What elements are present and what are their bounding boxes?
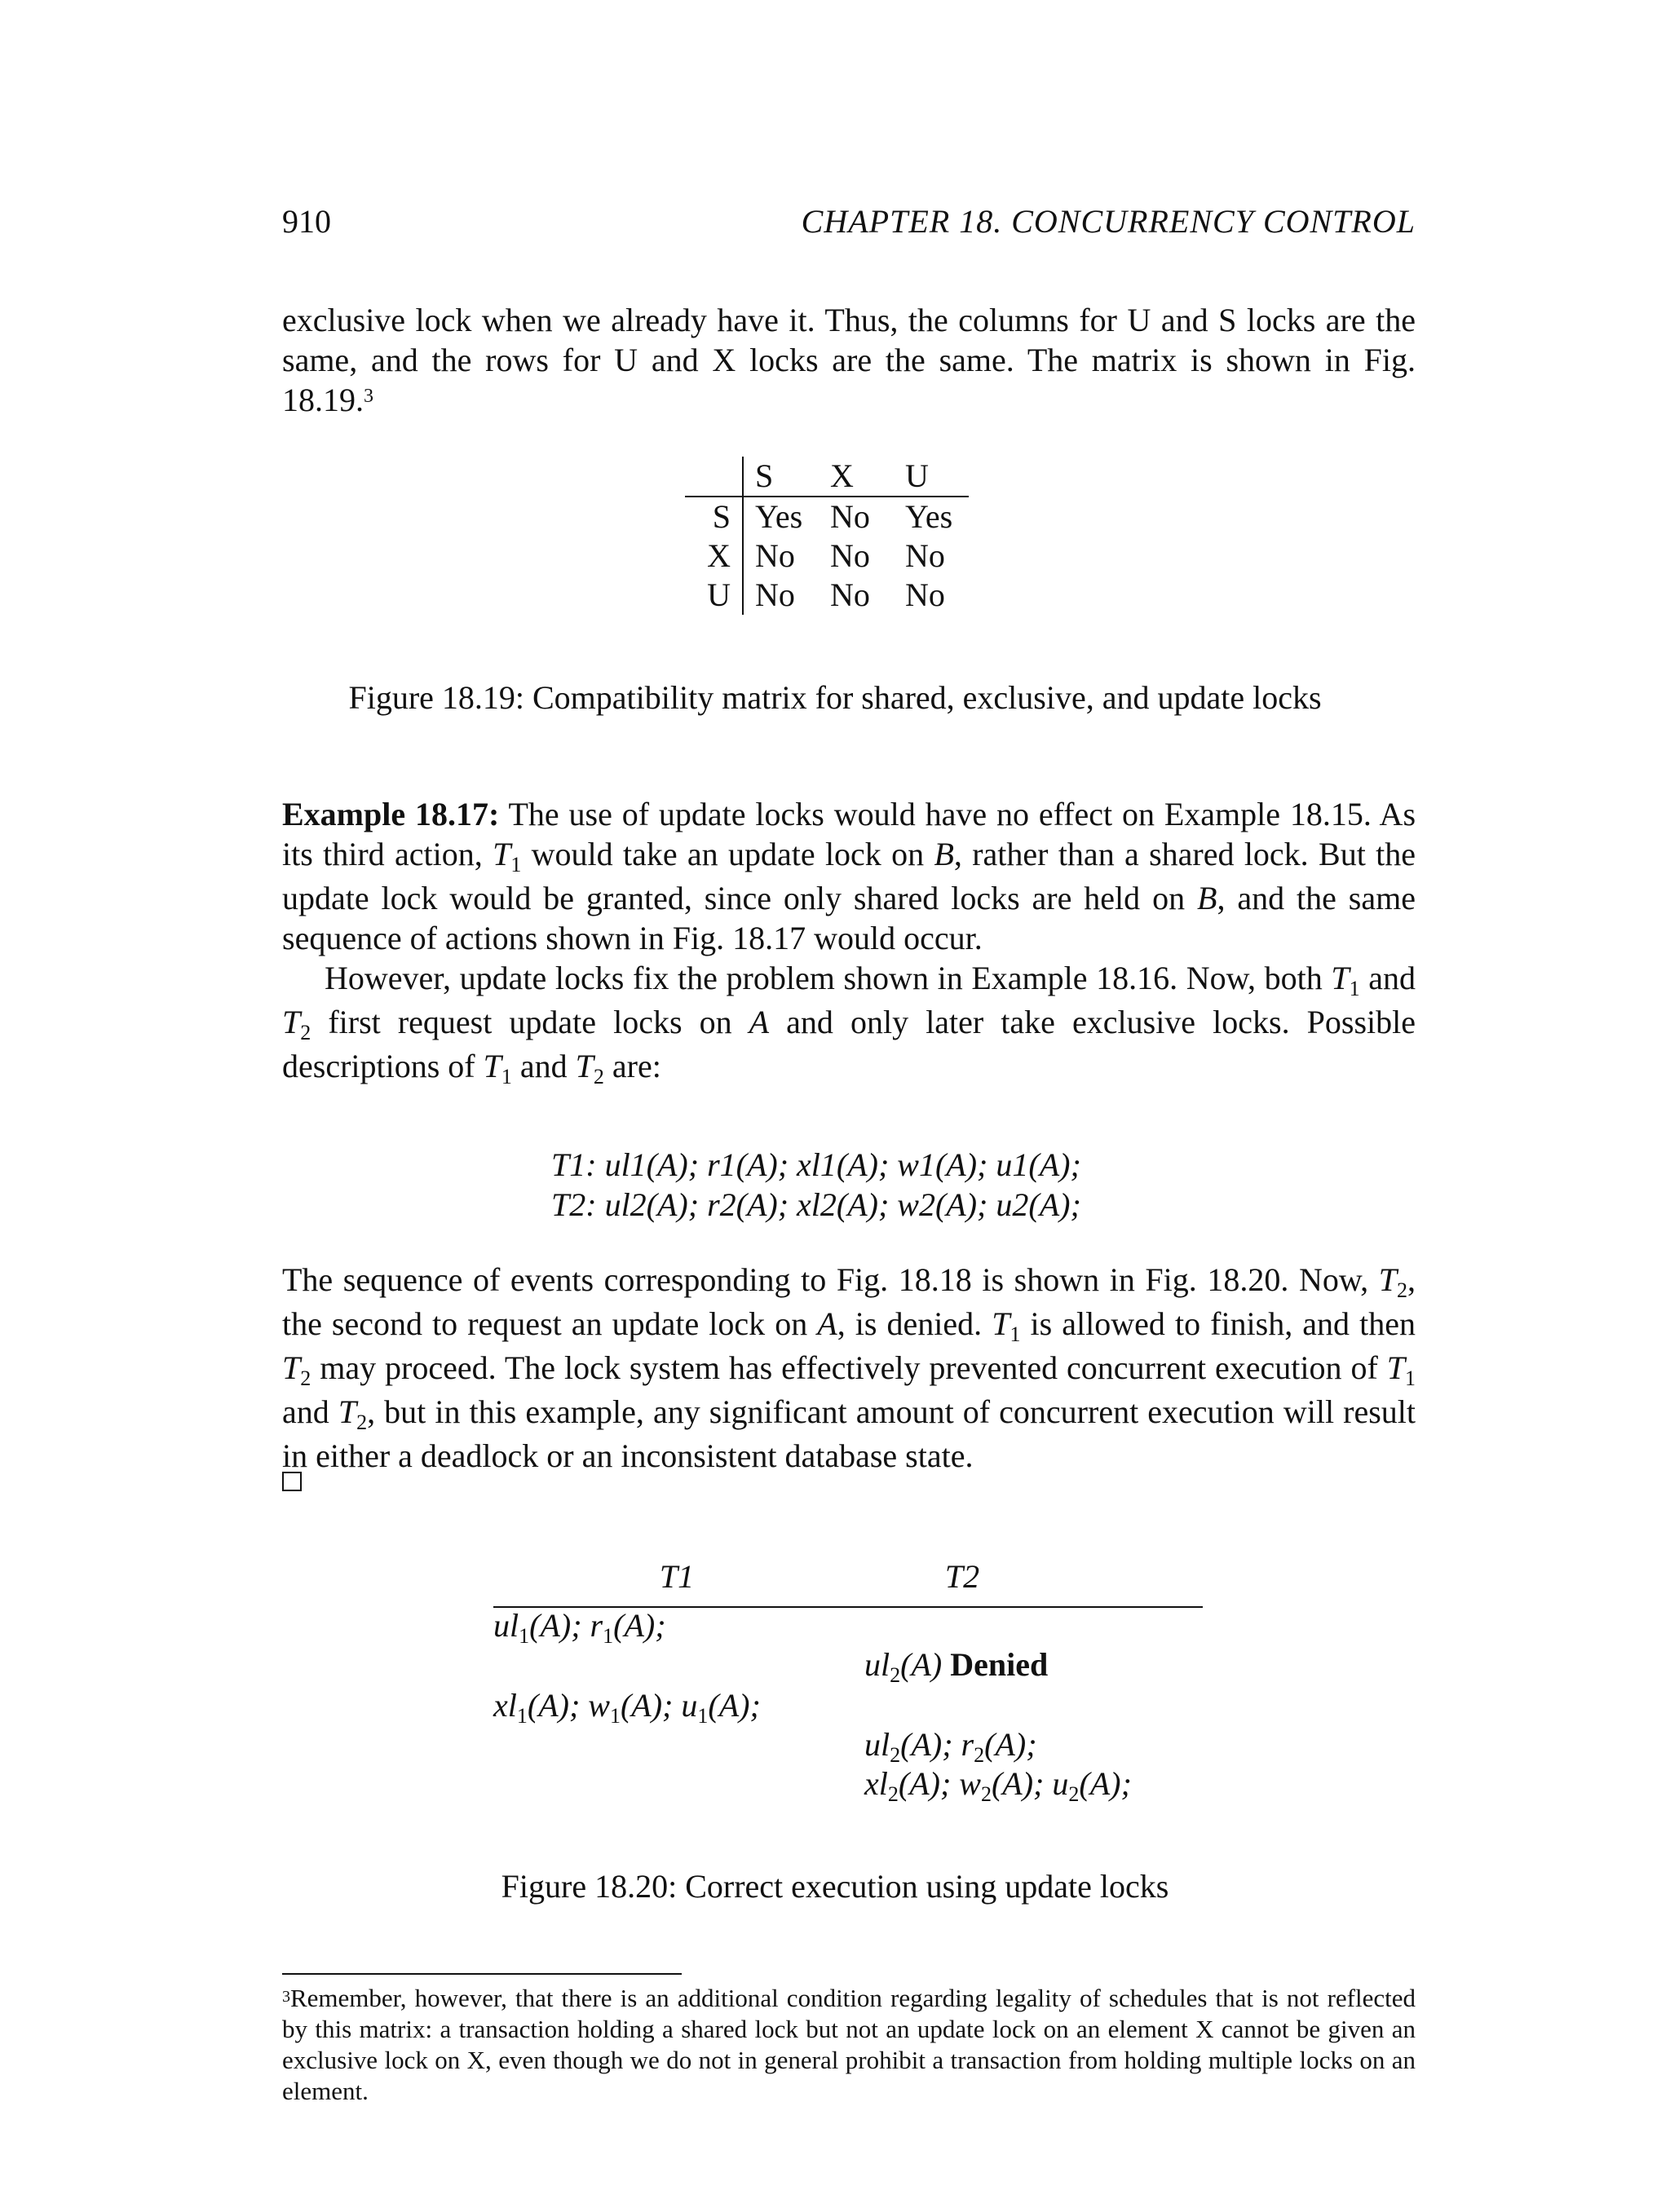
qed-icon xyxy=(282,1472,302,1491)
footnote-number: 3 xyxy=(282,1988,290,2006)
matrix-cell: No xyxy=(755,537,795,574)
schedule-header-t2: T2 xyxy=(944,1558,980,1595)
footnote xyxy=(282,1983,1416,2107)
sequence-paragraph: The sequence of events corresponding to Fig. 18.18 is shown in Fig. 18.20. Now, $T_2$, the second to request an update lock on A, is denied. $T_1$ is allowed to finish, and then $T_2$ may proceed. The lock system has effectively prevented concurrent execution of $T_1$ and $T_2$, but in this example, any significant amount of concurrent execution will result in either a deadlock or an inconsistent database state. xyxy=(282,1261,1416,1474)
matrix-corner xyxy=(685,457,743,497)
matrix-cell: No xyxy=(755,576,795,613)
figure-caption-18-20: Figure 18.20: Correct execution using update locks xyxy=(501,1868,1169,1905)
matrix-col-header: S xyxy=(743,457,819,497)
matrix-col-header: U xyxy=(894,457,969,497)
transaction-descriptions xyxy=(282,1145,1416,1234)
running-head: CHAPTER 18. CONCURRENCY CONTROL xyxy=(801,203,1416,240)
paragraph-text: is allowed to finish, and then xyxy=(1020,1305,1416,1342)
example-text: and only later take exclusive locks. Possible descriptions of xyxy=(282,1004,1416,1084)
intro-paragraph xyxy=(282,300,1416,420)
matrix-cell: Yes xyxy=(905,498,953,535)
paragraph-text: may proceed. The lock system has effectively prevented concurrent execution of xyxy=(311,1349,1387,1386)
paragraph-text: and xyxy=(282,1393,338,1430)
var-a: A xyxy=(749,1004,770,1040)
example-text: first request update locks on xyxy=(311,1004,749,1040)
page-number: 910 xyxy=(282,203,331,240)
var-a: A xyxy=(817,1305,837,1342)
matrix-cell: No xyxy=(830,537,870,574)
schedule-step-t1: $ul_1(A)$; $r_1(A)$; xyxy=(493,1607,666,1648)
footnote-rule xyxy=(282,1973,682,1975)
compatibility-matrix xyxy=(685,457,969,615)
example-text: , rather than a shared lock. But the update lock would be granted, since only shared locks are held on xyxy=(282,836,1416,916)
paragraph-text: , but in this example, any significant amount of concurrent execution will result in either a deadlock or an inconsistent database state. xyxy=(282,1393,1416,1474)
schedule-step-t2: $ul_2(A)$ Denied xyxy=(864,1646,1049,1687)
paragraph-text: , is denied. xyxy=(837,1305,992,1342)
matrix-row xyxy=(685,497,969,536)
matrix-cell: No xyxy=(905,537,945,574)
matrix-header-row xyxy=(685,457,969,497)
paragraph-text: The sequence of events corresponding to Fig. 18.18 is shown in Fig. 18.20. Now, xyxy=(282,1261,1379,1298)
footnote-text: Remember, however, that there is an additional condition regarding legality of schedules that is not reflected by this matrix: a transaction holding a shared lock but not an update lock on an element X cannot be given an exclusive lock on X, even though we do not in general prohibit a transaction from holding multiple locks on an element. xyxy=(282,1984,1416,2105)
matrix-row-header: S xyxy=(685,497,743,536)
matrix-cell: No xyxy=(830,498,870,535)
example-text: and xyxy=(511,1048,576,1084)
example-18-17: Example 18.17: The use of update locks would have no effect on Example 18.15. As its third action, $T_1$ would take an update lock on B, rather than a shared lock. But the update lock would be granted, since only shared locks are held on B, and the same sequence of actions shown in Fig. 18.17 would occur. However, update locks fix the problem shown in Example 18.16. Now, both $T_1$ and $T_2$ first request update locks on A and only later take exclusive locks. Possible descriptions of $T_1$ and $T_2$ are: xyxy=(282,796,1416,1088)
matrix-row-header: U xyxy=(685,576,743,615)
var-b: B xyxy=(934,836,954,872)
paragraph-text: , the second to request an update lock on xyxy=(282,1261,1416,1342)
matrix-cell: No xyxy=(905,576,945,613)
matrix-row xyxy=(685,576,969,615)
schedule-figure xyxy=(493,1556,1203,1806)
matrix-col-header: X xyxy=(819,457,894,497)
matrix-cell: No xyxy=(830,576,870,613)
example-text: are: xyxy=(603,1048,661,1084)
example-label: Example 18.17: xyxy=(282,796,500,832)
denied-label: Denied xyxy=(950,1646,1049,1683)
transaction-t2: T2: ul2(A); r2(A); xl2(A); w2(A); u2(A); xyxy=(551,1186,1081,1223)
footnote-marker: 3 xyxy=(364,386,373,407)
matrix-cell: Yes xyxy=(755,498,803,535)
schedule-step-t2: $ul_2(A)$; $r_2(A)$; xyxy=(864,1726,1037,1767)
example-text: However, update locks fix the problem shown in Example 18.16. Now, both xyxy=(325,960,1332,996)
example-text: would take an update lock on xyxy=(521,836,934,872)
transaction-t1: T1: ul1(A); r1(A); xl1(A); w1(A); u1(A); xyxy=(551,1146,1081,1183)
figure-caption-18-19: Figure 18.19: Compatibility matrix for shared, exclusive, and update locks xyxy=(348,679,1322,716)
matrix-row-header: X xyxy=(685,536,743,576)
schedule-header-t1: T1 xyxy=(659,1558,695,1595)
example-text: and xyxy=(1359,960,1416,996)
matrix-row xyxy=(685,536,969,576)
schedule-step-t2: $xl_2(A)$; $w_2(A)$; $u_2(A)$; xyxy=(864,1765,1132,1806)
example-text: , and the same sequence of actions shown in Fig. 18.17 would occur. xyxy=(282,880,1416,956)
var-b: B xyxy=(1197,880,1217,916)
example-text: The use of update locks would have no effect on Example 18.15. As its third action, xyxy=(282,796,1416,872)
schedule-step-t1: $xl_1(A)$; $w_1(A)$; $u_1(A)$; xyxy=(493,1687,761,1728)
intro-text: exclusive lock when we already have it. Thus, the columns for U and S locks are the same, and the rows for U and X locks are the same. The matrix is shown in Fig. 18.19. xyxy=(282,302,1416,418)
